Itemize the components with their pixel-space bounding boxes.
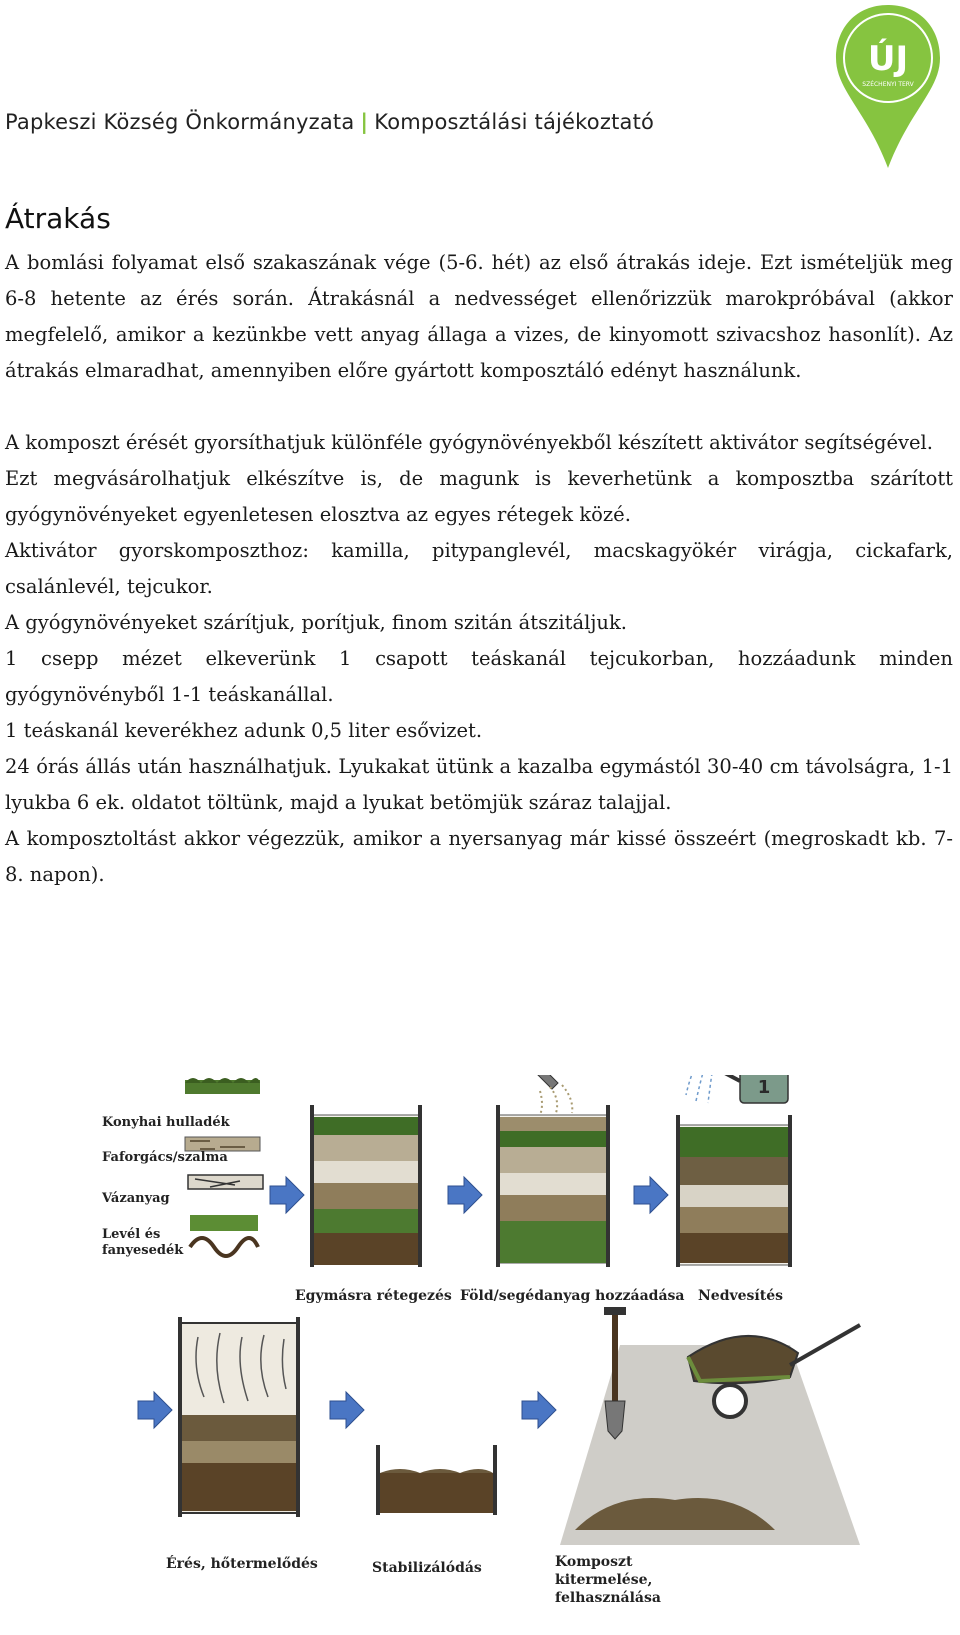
watering-can	[702, 1075, 788, 1103]
header-separator: |	[360, 110, 369, 134]
compost-bin-stabilized	[378, 1445, 495, 1515]
paragraph: 1 teáskanál keverékhez adunk 0,5 liter esővizet.	[5, 719, 483, 742]
header-doc-title: Komposztálási tájékoztató	[374, 110, 655, 134]
header-org: Papkeszi Község Önkormányzata	[5, 110, 355, 134]
paragraph: A bomlási folyamat első szakaszának vége (5-6. hét) az első átrakás ideje. Ezt ismételjük meg 6-8 hetente az érés során. Átrakásnál a nedvességet ellenőrizzük marokpróbával (akkor megfelelő, amikor a kezünkbe vett anyag állaga a vizes, de kinyomott szivacshoz hasonlít). Az átrakás elmaradhat, amennyiben előre gyártott komposztáló edényt használunk.	[5, 251, 953, 382]
legend-label: Levél és fanyesedék	[102, 1227, 184, 1258]
step-caption: Nedvesítés	[698, 1288, 783, 1304]
step-caption: Érés, hőtermelődés	[166, 1556, 318, 1572]
section-title: Átrakás	[5, 202, 111, 235]
compost-bin-soil-added	[498, 1075, 608, 1267]
paragraph: 24 órás állás után használhatjuk. Lyukakat ütünk a kazalba egymástól 30-40 cm távolságra, 1-1 lyukba 6 ek. oldatot töltünk, majd a lyukat betömjük száraz talajjal.	[5, 755, 953, 814]
step-caption: Komposzt kitermelése, felhasználása	[555, 1554, 661, 1606]
paragraph: A gyógynövényeket szárítjuk, porítjuk, finom szitán átszitáljuk.	[5, 611, 627, 634]
compost-bin-layering	[312, 1105, 420, 1267]
step-caption: Föld/segédanyag hozzáadása	[460, 1288, 685, 1304]
paragraph: A komposztoltást akkor végezzük, amikor a nyersanyag már kissé összeért (megroskadt kb. 7-8. napon).	[5, 827, 953, 886]
svg-text:SZÉCHENYI TERV: SZÉCHENYI TERV	[862, 81, 914, 88]
page-header	[5, 110, 654, 134]
composting-process-illustration	[100, 1075, 920, 1635]
watering-can-mark: 1	[757, 1077, 771, 1098]
legend-label: Faforgács/szalma	[102, 1150, 228, 1165]
paragraph: 1 csepp mézet elkeverünk 1 csapott teáskanál tejcukorban, hozzáadunk minden gyógynövényből 1-1 teáskanállal.	[5, 647, 953, 706]
paragraph: Ezt megvásárolhatjuk elkészítve is, de magunk is keverhetünk a komposztba szárított gyógynövényeket egyenletesen elosztva az egyes rétegek közé.	[5, 467, 953, 526]
svg-text:ÚJ: ÚJ	[867, 39, 909, 79]
legend-label: Konyhai hulladék	[102, 1115, 230, 1130]
legend-label: Vázanyag	[102, 1191, 170, 1206]
compost-bin-watering	[678, 1075, 790, 1267]
paragraph: Aktivátor gyorskomposzthoz: kamilla, pitypanglevél, macskagyökér virágja, cickafark, csalánlevél, tejcukor.	[5, 539, 953, 598]
legend-swatches	[185, 1078, 263, 1256]
uj-szechenyi-terv-logo	[828, 0, 948, 180]
compost-bin-maturing	[180, 1317, 298, 1517]
paragraph: A komposzt érését gyorsíthatjuk különféle gyógynövényekből készített aktivátor segítségével.	[5, 431, 933, 454]
compost-harvest-scene	[560, 1307, 860, 1545]
body-text	[5, 245, 953, 893]
step-caption: Stabilizálódás	[372, 1560, 482, 1576]
step-caption: Egymásra rétegezés	[295, 1288, 452, 1304]
